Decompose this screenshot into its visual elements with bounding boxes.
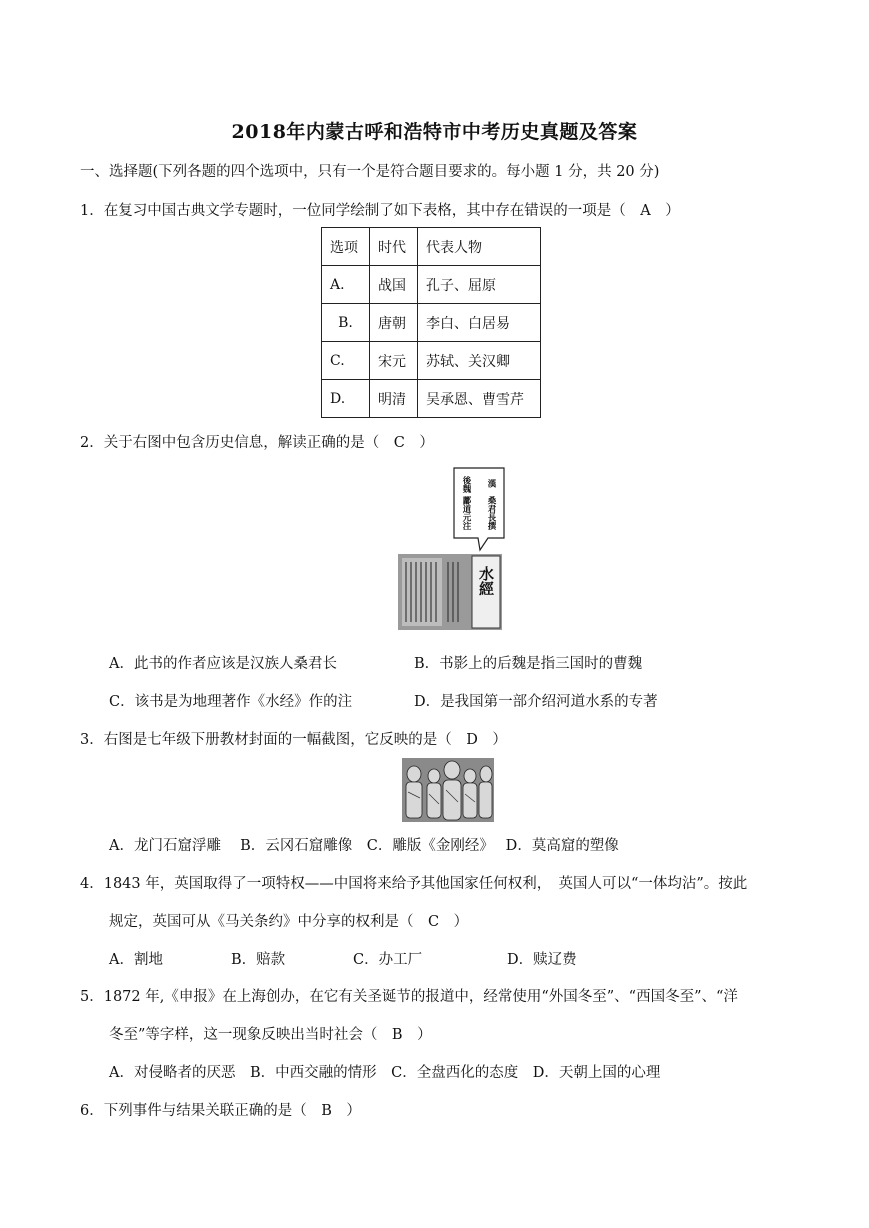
table-header-row xyxy=(322,228,541,266)
section-heading: 一、选择题(下列各题的四个选项中，只有一个是符合题目要求的。每小题 1 分，共 20 分) xyxy=(80,164,660,180)
table-row xyxy=(322,304,541,342)
q2-stem: 2．关于右图中包含历史信息，解读正确的是（ C ） xyxy=(80,435,434,451)
q3-stem: 3．右图是七年级下册教材封面的一幅截图，它反映的是（ D ） xyxy=(80,732,507,748)
page-title: 2018年内蒙古呼和浩特市中考历史真题及答案 xyxy=(231,121,638,143)
q4-option-c: C．办工厂 xyxy=(353,952,423,968)
q1-table xyxy=(321,227,541,418)
callout-col-4: 酈道元注 xyxy=(461,496,471,530)
table-cell: 战国 xyxy=(370,266,418,304)
q4-stem-line2: 规定，英国可从《马关条约》中分享的权利是（ C ） xyxy=(109,914,469,930)
q5-options: A．对侵略者的厌恶 B．中西交融的情形 C．全盘西化的态度 D．天朝上国的心理 xyxy=(109,1065,661,1081)
table-cell: 李白、白居易 xyxy=(418,304,541,342)
callout-col-1: 漢 xyxy=(486,479,496,488)
mogao-statues-image xyxy=(402,758,494,822)
table-cell: A. xyxy=(322,266,370,304)
table-header-cell: 代表人物 xyxy=(418,228,541,266)
table-cell: 孔子、屈原 xyxy=(418,266,541,304)
table-cell: B. xyxy=(322,304,370,342)
callout-col-3: 後魏 xyxy=(461,476,471,493)
q2-option-c: C．该书是为地理著作《水经》作的注 xyxy=(109,694,353,710)
q2-option-b: B．书影上的后魏是指三国时的曹魏 xyxy=(414,656,643,672)
table-cell: D. xyxy=(322,380,370,418)
q4-option-a: A．割地 xyxy=(109,952,163,968)
table-row xyxy=(322,342,541,380)
q4-option-d: D．赎辽费 xyxy=(507,952,577,968)
q1-stem: 1．在复习中国古典文学专题时，一位同学绘制了如下表格，其中存在错误的一项是（ A ） xyxy=(80,203,680,219)
table-row xyxy=(322,380,541,418)
callout-col-2: 桑君長撰 xyxy=(486,496,496,530)
q6-stem: 6．下列事件与结果关联正确的是（ B ） xyxy=(80,1103,361,1119)
q2-option-d: D．是我国第一部介绍河道水系的专著 xyxy=(414,694,658,710)
q3-options: A．龙门石窟浮雕 B．云冈石窟雕像 C．雕版《金刚经》 D．莫高窟的塑像 xyxy=(109,838,619,854)
table-cell: 苏轼、关汉卿 xyxy=(418,342,541,380)
q5-stem-line1: 5．1872 年,《申报》在上海创办，在它有关圣诞节的报道中，经常使用“外国冬至”、“西国冬至”、“洋 xyxy=(80,989,738,1005)
q2-option-a: A．此书的作者应该是汉族人桑君长 xyxy=(109,656,337,672)
table-cell: 唐朝 xyxy=(370,304,418,342)
table-cell: 吴承恩、曹雪芹 xyxy=(418,380,541,418)
q5-stem-line2: 冬至”等字样，这一现象反映出当时社会（ B ） xyxy=(109,1027,432,1043)
table-cell: 明清 xyxy=(370,380,418,418)
q4-stem-line1: 4．1843 年，英国取得了一项特权——中国将来给予其他国家任何权利， 英国人可以“一体均沾”。按此 xyxy=(80,876,748,892)
table-cell: 宋元 xyxy=(370,342,418,380)
table-cell: C. xyxy=(322,342,370,380)
table-row xyxy=(322,266,541,304)
table-header-cell: 选项 xyxy=(322,228,370,266)
shuijing-book-image xyxy=(396,466,508,634)
book-title-text: 水經 xyxy=(477,566,495,596)
table-header-cell: 时代 xyxy=(370,228,418,266)
q4-option-b: B．赔款 xyxy=(231,952,286,968)
